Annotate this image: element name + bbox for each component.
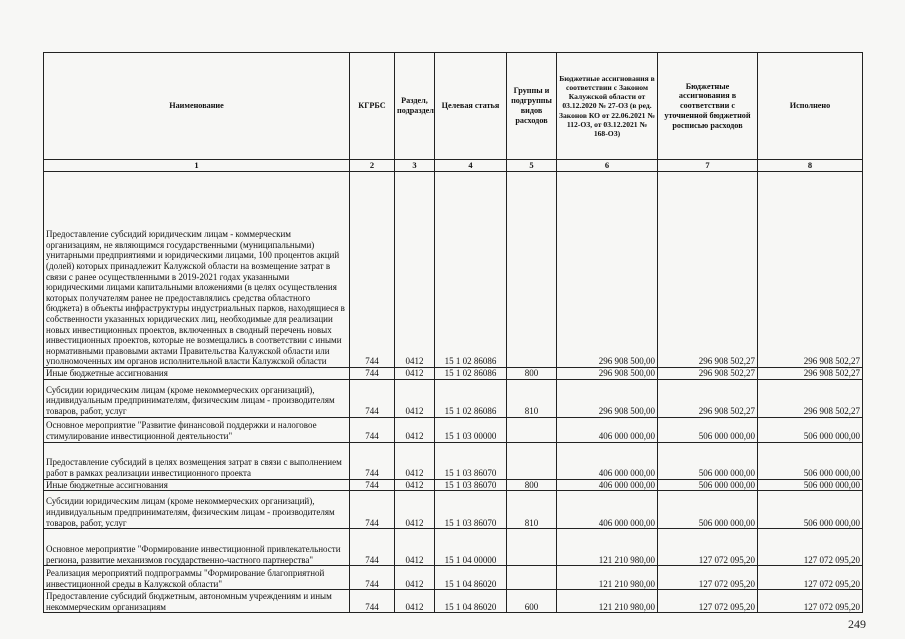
row-target: 15 1 03 86070 [435,442,507,479]
row-refined-amount: 127 072 095,20 [658,566,758,590]
row-name: Основное мероприятие "Развитие финансовой поддержки и налоговое стимулирование инвестиционной деятельности" [44,417,350,442]
row-kgrbs: 744 [350,368,395,380]
budget-table [43,52,863,613]
header-target: Целевая статья [435,53,507,160]
row-name: Основное мероприятие "Формирование инвестиционной привлекательности региона, развитие механизмов государственно-частного партнерства" [44,529,350,566]
column-number: 3 [395,160,435,172]
row-refined-amount: 296 908 502,27 [658,172,758,368]
column-number: 5 [507,160,557,172]
row-name: Субсидии юридическим лицам (кроме некоммерческих организаций), индивидуальным предпринимателям, физическим лицам - производителям товаров, работ, услуг [44,379,350,417]
row-kgrbs: 744 [350,566,395,590]
row-executed-amount: 296 908 502,27 [758,172,863,368]
row-kgrbs: 744 [350,529,395,566]
header-section: Раздел, подраздел [395,53,435,160]
table-row [44,442,863,479]
row-law-amount: 296 908 500,00 [557,172,658,368]
row-target: 15 1 04 86020 [435,566,507,590]
row-kgrbs: 744 [350,417,395,442]
row-refined-amount: 506 000 000,00 [658,442,758,479]
table-row [44,479,863,491]
row-refined-amount: 506 000 000,00 [658,491,758,529]
table-row [44,529,863,566]
column-number: 8 [758,160,863,172]
row-executed-amount: 296 908 502,27 [758,368,863,380]
row-group: 810 [507,379,557,417]
row-name: Иные бюджетные ассигнования [44,479,350,491]
row-target: 15 1 02 86086 [435,172,507,368]
row-section: 0412 [395,479,435,491]
row-executed-amount: 506 000 000,00 [758,442,863,479]
row-law-amount: 121 210 980,00 [557,590,658,613]
header-name: Наименование [44,53,350,160]
row-section: 0412 [395,417,435,442]
column-number: 6 [557,160,658,172]
row-group: 800 [507,479,557,491]
row-section: 0412 [395,590,435,613]
column-number: 7 [658,160,758,172]
row-law-amount: 121 210 980,00 [557,529,658,566]
row-target: 15 1 03 86070 [435,491,507,529]
row-law-amount: 406 000 000,00 [557,417,658,442]
row-kgrbs: 744 [350,479,395,491]
row-name: Иные бюджетные ассигнования [44,368,350,380]
row-name: Предоставление субсидий юридическим лицам - коммерческим организациям, не являющимся государственными (муниципальными) унитарными предприятиями и юридическими лицами, 100 процентов акций (долей) которых принадлежит Калужской области на возмещение затрат в связи с ранее осуществленными в 2019-2021 годах указанными юридическими лицами капитальными вложениями (в целях осуществления которых получателям ранее не предоставлялись средства областного бюджета) в объекты инфраструктуры индустриальных парков, находящиеся в собственности указанных юридических лиц, необходимые для реализации новых инвестиционных проектов, включенных в сводный перечень новых инвестиционных проектов, которые не возмещались в соответствии с иными нормативными правовыми актами Правительства Калужской области или уполномоченных им органов исполнительной власти Калужской области [44,172,350,368]
row-executed-amount: 506 000 000,00 [758,479,863,491]
table-row [44,491,863,529]
row-target: 15 1 04 00000 [435,529,507,566]
column-number: 4 [435,160,507,172]
row-section: 0412 [395,491,435,529]
page-number: 249 [848,617,866,631]
header-refined: Бюджетные ассигнования в соответствии с уточненной бюджетной росписью расходов [658,53,758,160]
row-name: Субсидии юридическим лицам (кроме некоммерческих организаций), индивидуальным предпринимателям, физическим лицам - производителям товаров, работ, услуг [44,491,350,529]
column-number-row [44,160,863,172]
row-executed-amount: 127 072 095,20 [758,566,863,590]
row-refined-amount: 127 072 095,20 [658,529,758,566]
row-section: 0412 [395,379,435,417]
row-executed-amount: 506 000 000,00 [758,491,863,529]
row-refined-amount: 296 908 502,27 [658,368,758,380]
row-target: 15 1 02 86086 [435,368,507,380]
column-number: 2 [350,160,395,172]
row-target: 15 1 03 00000 [435,417,507,442]
row-group [507,442,557,479]
row-section: 0412 [395,368,435,380]
table-row [44,590,863,613]
row-law-amount: 121 210 980,00 [557,566,658,590]
row-law-amount: 296 908 500,00 [557,368,658,380]
row-section: 0412 [395,566,435,590]
row-refined-amount: 506 000 000,00 [658,417,758,442]
row-executed-amount: 127 072 095,20 [758,529,863,566]
row-section: 0412 [395,442,435,479]
table-row [44,566,863,590]
row-law-amount: 296 908 500,00 [557,379,658,417]
table-row [44,368,863,380]
row-kgrbs: 744 [350,590,395,613]
row-group: 810 [507,491,557,529]
row-target: 15 1 04 86020 [435,590,507,613]
row-kgrbs: 744 [350,491,395,529]
row-kgrbs: 744 [350,379,395,417]
row-section: 0412 [395,172,435,368]
row-group: 800 [507,368,557,380]
header-groups: Группы и подгруппы видов расходов [507,53,557,160]
row-section: 0412 [395,529,435,566]
row-name: Реализация мероприятий подпрограммы "Формирование благоприятной инвестиционной среды в Калужской области" [44,566,350,590]
row-group [507,417,557,442]
row-executed-amount: 296 908 502,27 [758,379,863,417]
row-group [507,529,557,566]
row-name: Предоставление субсидий бюджетным, автономным учреждениям и иным некоммерческим организациям [44,590,350,613]
header-kgrbs: КГРБС [350,53,395,160]
row-executed-amount: 127 072 095,20 [758,590,863,613]
row-executed-amount: 506 000 000,00 [758,417,863,442]
row-kgrbs: 744 [350,172,395,368]
header-executed: Исполнено [758,53,863,160]
row-law-amount: 406 000 000,00 [557,491,658,529]
row-target: 15 1 02 86086 [435,379,507,417]
column-number: 1 [44,160,350,172]
table-row [44,417,863,442]
row-law-amount: 406 000 000,00 [557,479,658,491]
row-refined-amount: 506 000 000,00 [658,479,758,491]
row-target: 15 1 03 86070 [435,479,507,491]
header-law: Бюджетные ассигнования в соответствии с Законом Калужской области от 03.12.2020 № 27-ОЗ (в ред. Законов КО от 22.06.2021 № 112-ОЗ, от 03.12.2021 № 168-ОЗ) [557,53,658,160]
row-kgrbs: 744 [350,442,395,479]
row-group: 600 [507,590,557,613]
table-row [44,172,863,368]
row-refined-amount: 127 072 095,20 [658,590,758,613]
row-group [507,566,557,590]
row-refined-amount: 296 908 502,27 [658,379,758,417]
table-row [44,379,863,417]
header-row [44,53,863,160]
row-law-amount: 406 000 000,00 [557,442,658,479]
row-name: Предоставление субсидий в целях возмещения затрат в связи с выполнением работ в рамках реализации инвестиционного проекта [44,442,350,479]
row-group [507,172,557,368]
